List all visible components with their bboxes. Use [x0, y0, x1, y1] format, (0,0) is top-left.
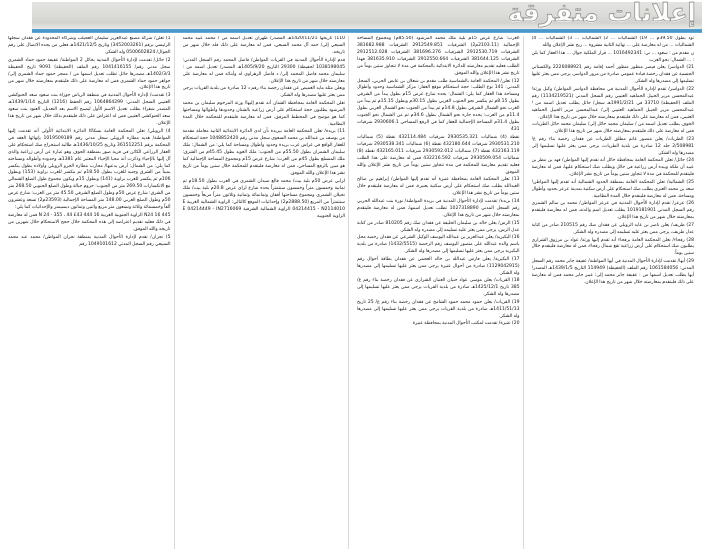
- ads-columns: [8, 36, 694, 549]
- ad-paragraph: ويعلن مثله مايد الغميص عن فقدان رخصة بناء رقم د 12 صادرة من بلدية القريات يرجى ممن يعثر عليها مصدرها وله الشكر.: [182, 86, 345, 99]
- ad-paragraph: نقطة (4) شماليات 2930535.321 شرقيات 432114.484 نقطة (5) شماليات 2930531.210 شرقيات 432180.644 نقطة (6) شماليات 2930538.341 شرقيات 432163.119 نقطة (7) شماليات 2930592.012 شرقيات 432165.011 نقطة (8) شماليات 2930509.054 شرقيات 432216.592 فمن له معارضة على هذا الطلب فعليه تقديم معارضة للمحكمة في مدة تتجاوز ستين يوماً من تاريخ نشر الإعلان والله الموفق.: [357, 134, 520, 175]
- ad-paragraph: 20) عنيزة/ تقدمت لمكتب الأحوال المدنية بمحافظة عنيزة: [412, 321, 520, 327]
- ad-paragraph: الغرب: شارع عرض 15م بلية ملك محمد المرشود (85.50م) ومجموع المساحة الإجمالية (2103.11م2) الشرقيات 2912549.851 الشرقيات 381682.988 الشرقيات 2912530.719 الشرقيات 381696.276 الشرقيات 2912512.028 الشرقيات 381644.125 الشرقيات 2912550.664 الشرقيات 381635.910 فهذا الطلب فعليه تقديم معارضته للدائرة الابتدائية بالمحكمة في مدة لا تتجاوز ستين يوماً من تاريخ نشر هذا الإعلان والله الموفق.: [357, 36, 520, 76]
- ad-paragraph: لرابي عرض 50م بلية بيت/ محمد فالع ضيدان الشمري في الغرب بطول 18.50م ثم ثمانية وخمسون متراً وخمسون سنتمتراً يحده شارع لراي عرض 20.8م بلية بيت/ ملك نخيلان الشمري ومجموع مساحتها أفقان وثمانمائة وثمانية وثلاثون متراً مربعاً وخمسون سنتمتراً من المربع (2888.50م2) وإحداثيات الموقع كالتالي: الزاوية الشمالية الغربية E 04214415 - N2114010 الزاوية الشمالية الشرقية E 04214449 - IN2716069 الزاوية الجنوبية: [182, 178, 346, 219]
- ad-paragraph: 14) بريدة/ تقدمت لإدارة الأحوال المدنية في بريدة المواطنة/ نورة بنت عبدالله الحربي رقم السجل المدني 1027318890 تطلب تعديل اسمها، فمن له معارضة فليتقدم بمعارضته خلال شهر من تاريخ هذا الإعلان.: [357, 199, 520, 218]
- ad-paragraph: 11) بريدة/ تعلن المحكمة العامة ببريدة بأن لدى الدائرة الابتدائية الثانية معاملة مقدمة من يوسف بن عبدالله بن محمد السعوي سجل مدني رقم 1048852420 حجة استحكام للعقار الواقع في غراس غرب بريدة وحدود وأطوال ومساحة كما يلي: من الشمال: ملك سليمان الشمران بطول 55.50م من الجنوب: ملك العويد بطول 45.45م من الشرق: ملك المنسلع بطول 45م من الغرب: شارع عرض 15م ومجموع المساحة الإجمالية كما هو مبين بالرفع المساحي، فمن له معارضة فليتقدم للمحكمة خلال ستين يوماً من تاريخ نشر هذا الإعلان والله الموفق.: [182, 129, 345, 177]
- ad-paragraph: تعلن المحكمة العامة بمحافظة الشنان أنه تقدم إليها/ ورثة المرحوم سليمان بن محمد المرشود يطلبون حجة استحكام على أرض زراعية بالشنان وحدودها وأطوالها ومساحتها كما هو موضح في المخطط المرفق، فمن له معارضة فليتقدم للمحكمة خلال المدة النظامية.: [182, 100, 345, 127]
- ad-paragraph: الخوف يطلب تعديل اسمه من / سليمان محمد حائل إلى/ سليمان محمد حائل الطريات، فمن له معارضة على ذلك فليتقدم بمعارضته خلال شهر من تاريخ هذا الإعلان.: [531, 122, 694, 135]
- ad-paragraph: 18) القريات/ يعلن موسى عواد حنيان العنيان الشراري عن فقدان رخصة بناء رقم غ/ 385 تاريخ 1425/12/1هـ صادرة من بلدية القريات يرجى ممن يعثر عليها تسليمها إلى مصدرها وله الشكر.: [357, 278, 520, 298]
- ad-paragraph: N24 16 445 الزاوية الجنوبية الغربية N 24 - 355 ، 44 £43 444 16 فمن له معارضة في ذلك فعليه تقديم اعتراضه إلى هذه المحكمة خلال حجج الاستحكام خلال شهرين من تاريخه والله الموفق.: [8, 212, 171, 232]
- ad-paragraph: ن مقدم من : سعود ... ني: 1016492341 ... قرار الملكية جوال ... هذا العقار كما يلي : ... الشمال: نحو الغرب: [531, 50, 694, 63]
- ad-paragraph: 22) الدواسر/ تقدم لإدارة الأحوال المدنية في محافظة الدواسر المواطن/ وكيل ورثة/ عبدالمحسن مرير الخبيل الحماهيد العتيبي رقم السجل المدني (1134219521) رقم الملف (الحفيظة) 33710 في 1991/2/21هـ سجل/ حائل يطلب تعديل اسمه من / عبدالمحسن مرير الخبيل الحماهيد العتيبي إلى/ عبدالمحسن مرير الخبيل الحماهيد العتيبي، فمن له معارضة على ذلك فليتقدم بمعارضته خلال شهر من تاريخ هذا الإعلان.: [531, 86, 694, 120]
- ads-column-2: [183, 36, 350, 549]
- ad-paragraph: 1) تعلن/ شركة مصنع عبدالعزيز سليمان العجيلب وشركاه المحدودة عن فقدان سجلها الرئيسي برقم (3452003261) وتاريخ 1421/12/5هـ فعلى من يجده الاتصال على رقم الجوال/ 0500602824 وله الشكر.: [8, 36, 171, 55]
- ads-column-1: [8, 36, 175, 549]
- ad-paragraph: 110) تاريخها 1420/11/21هـ المصدر/ ظهران تعديل اسمه من / محمد عبيد محمد السبعي إلى/ حمد آل محمد السبعي، فمن له معارضة على ذلك فله خلال شهر من تاريخه.: [182, 36, 346, 55]
- ad-paragraph: 12) تعلن/ المحكمة العامة بالشماسية طلب مقدم بن شعلان بن عايض الحربي، السجل المدني: 141 نوع الطلب: حجة استحكام موقع العقار: مركز الشماسية وحدود وأطوال ومساحة هذا العقار كما يلي: الشمال: يحده شارع عرض 15م بطول يبدأ من الشرقي بطول 8.15م ثم ينكسر نحو الجنوب الغربي بطول 30.15م وبطول 15.15م ثم يبدأ من الغرب نحو الشمال الشرقي بطول 14.8م ثم يبدأ من الجنوب نحو الشمال الغربي بطول 11.4م من الغرب: يحده جاره نحو الشمال بطول 34.6م ثم من الشمال نحو الجنوب بطول 31.4م المساحة الإجمالية للعقار كما في الرفع المساحي 2930606.1 شرقيات 431: [357, 78, 520, 133]
- ads-column-4: [532, 36, 695, 549]
- ad-paragraph: 17) البكيرية/ يعلن فارس عبدالله بن خالد العجمي عن فقدان بطاقة أحوال رقم (1129042915) صادرة من أحوال عنيزة يرجى ممن يعثر عليها تسليمها إلى مصدرها وله الشكر.: [357, 256, 520, 276]
- ad-paragraph: 13) تعلن المحكمة العامة بمحافظة عنيزة أنه تقدم إليها المواطن/ إبراهيم بن صالح العبدالله يطلب صك استحكام على أرض سكنية بعنيزة، فمن له معارضة فليتقدم خلال ستين يوماً من تاريخ نشر هذا الإعلان.: [357, 177, 520, 197]
- masthead-accent-rule: [32, 29, 702, 33]
- ad-paragraph: 24) حائل/ تعلن المحكمة العامة بمحافظة حائل أنه تقدم إليها المواطن/ فهد بن مطر بن عبيد أن ملكه وبيده أرض زراعية في حائل ويطلب صك استحكام عليها، فمن له معارضة فليتقدم للمحكمة في مدة لا تتجاوز ستين يوماً من تاريخ نشر الإعلان.: [531, 158, 694, 178]
- page-title: إعلانات متفرقة: [508, 0, 696, 27]
- ad-paragraph: 27) طريف/ يعلن ناصر بن عايد الرويلي عن فقدان صك رقم 210515 صادر من كتابة عدل طريف، يرجى ممن يعثر عليه تسليمه إلى مصدره وله الشكر.: [531, 222, 694, 235]
- ad-paragraph: 21) الدواسر/ يعلن فيصر منظور منظور أحمد إقامة رقم 2226088921 والكستاني الجنسية عن فقدان رخصة قيادة عمومي صادرة من مرور الدواسر، يرجى ممن يعثر عليها تسليمها إلى مصدرها وله الشكر.: [531, 65, 694, 85]
- ad-paragraph: 5) نجران/ تقدم لإدارة الأحوال المدنية بمنطقة نجران المواطن/ محمد عبد محمد السبيعي رقم السجل المدني 1049101612 رقم: [8, 234, 171, 247]
- ad-paragraph: 26) عرعر/ تقدم لإدارة الأحوال المدنية في عرعر المواطن/ محمد بن سالم الشمري رقم السجل المدني 1019181901 يطلب تعديل اسم والدته، فمن له معارضة فليتقدم بمعارضته خلال شهر من تاريخ هذا الإعلان.: [531, 201, 694, 221]
- ad-paragraph: 15) الرس/ يعلن خالد بن سليمان الخليفة عن فقدان صك رقم 810205 صادر من كتابة عدل الرس، يرجى ممن يعثر عليه تسليمه إلى مصدره وله الشكر.: [357, 220, 520, 233]
- ad-paragraph: 23) الطريات/ يعلن منصور غانم مطلق الطريات عن فقدان رخصة بناء رقم غ/ 2/508981 جلد 12 صادرة من بلدية الطريات، يرجى ممن يعثر عليها تسليمها إلى مصدرها وله الشكر.: [531, 136, 694, 156]
- ad-paragraph: 28) رفحاء/ تعلن المحكمة العامة برفحاء أنه تقدم إليها ورثة/ عواد بن مرزوق الشراري يطلبون صك استحكام على أرض زراعية تقع شمال رفحاء، فمن له معارضة فليتقدم خلال ستين يوماً.: [531, 237, 694, 257]
- ad-paragraph: 3) تقدمت/ لإدارة الأحوال المدنية في منطقة الرياض جوزاة بنت سعود سعد الحنوكشي العتيبي السجل المدني: 1064864299 رقم الحفظ (1216) التاريخ 1439/1/14هـ المصدر شقراء بطلب تعديل الاسم الأول ليصبح الاسم بعد التعديل، العنود بنت سعود سعد الحنوكشي العتيبي فمن له اعتراض على ذلك فليتقدم بذلك خلال شهر من تاريخ هذا الإعلان.: [8, 93, 171, 126]
- ad-paragraph: 19) القريات/ يعلن حمود محمد حمود الشامخ عن فقدان رخصة بناء رقم غ/ 25 تاريخ 1411/51/13هـ صادرة من بلدية القريات يرجى ممن يعثر عليها تسليمها إلى مصدرها وله الشكر.: [357, 299, 520, 319]
- ad-paragraph: تود بطول 39.50م ... 19) الشماليات ... 2) الشماليات ... 3) الشماليات ... 4) الشماليات ... من له معارضة على ... نهائية الثانية مشروة ... ريخ نشر الإعلان والله: [531, 36, 694, 48]
- ad-paragraph: قدم لإدارة الأحوال المدنية في القريات المواطن/ فاضل المحمد رقم السجل المدني: 1038198045 لحفيظة) 29300 التاريخ 1405/9/20هـ المصدر/ تعديل اسمه من : سليمان محمد فاضل المحمد إلى/ د فاضل الزهراوي له وأبنائه فمن له معارضة على معارضته خلال شهر من تاريخ هذا الإعلان.: [182, 57, 345, 84]
- ad-paragraph: 25) الشمالية/ تعلن المحكمة العامة بمنطقة الحدود الشمالية أنه تقدم إليها المواطن/ سعد بن محمد العنزي يطلب صك استحكام على أرض سكنية بمدينة عرعر بحدود وأطوال ومساحة، فمن له معارضة فليتقدم خلال المدة النظامية.: [531, 179, 694, 199]
- ad-paragraph: 2) حائل/ تقدمت لإدارة الأحوال المدنية بحائل 2 المواطنة/ عفيفة حمود حماد الشمري سجل مدني رقم/ 1041416155 رقم الملف (الحفيظة) 9091 تاريخ الحفيظة 1402/3/3هـ مصدرها حائل تطلب تعديل اسمها من / ممجر حمود حماد الشمري إلى/ جواهر حمود حماد الشمري فمن له معارضة على ذلك فليتقدم بمعارضته خلال شهر من تاريخ هذا الإعلان.: [8, 57, 171, 91]
- ad-paragraph: 4) الرويلي/ تعلن المحكمة العامة بسكاكا الدائرة الابتدائية الأولى أنه تقدمت إليها المواطنة/ هديه مطاره الرويلي سجل مدني رقم 1019509189 بإنهائها العقد في المحكمة برقم 361512251 وتاريخ 1436/10/25هـ طالبة استخراج صك استحكام على العقار الزراعي الكائن في قرية صور بمنطقة الجوف وهو عبارة عن أرض زراعية والذي آل إليها بالإحياء وذكرت أنه محيا الإحياء المعتبر عام 1381هـ وحدوده وأطواله ومساحته كما يلي: من الشمال: أرض يدعيها/ محارب مطاره الجرو الرويلي وأولاده بطول ينكسر يميناً من الشرق وجنبه للغرب بطول 18.50م ثم ينكسر للغرب بزاوية (153) وبطول 106م ثم ينكسر للغرب بزاوية (141) وبطول 15م ويكون مجموع طول الضلع الشمالي مع الانكسارات 269.50 متر من الجنوب: حزوم جبالة وطول الضلع الجنوبي 268.50 متر من الشرق: شارع عرض 50م وطول الضلع الشرقي 45.50 متر من الغرب: شارع عرض 50م وطول الضلع الغربي 148.00 متر المساحة الإجمالية (23593م2) تسعة وعشرون ألفاً وخمسمائة وثلاثة وتسعون متر مربع واثنين وثمانون ديسيمتر والإحداثيات كما يلي:: [8, 128, 171, 211]
- ads-column-3: [357, 36, 524, 549]
- ad-paragraph: 16) البكيرية/ يعلن عبدالعزيز بن عبدالله اليوسف الوكيل الشرعي عن فقدان رخصة محل باسم والده عبدالله على منصور اليوسف رقم الرخصة (1432/5515) صادرة من بلدية البكيرية يرجى ممن يعثر عليها تسليمها إلى مصدرها وله الشكر.: [357, 235, 520, 255]
- ad-paragraph: 29) أبها/ تقدمت لإدارة الأحوال المدنية في أبها المواطنة/ عفيفة جابر محمد رقم السجل المدني: 1061584056 رقم الملف (الحفيظة) 114949 التاريخ 1439/1/5هـ المصدر/ أبها يطلب تعديل اسمها من : عفيفة جابر محمد إلى: عبير جابر محمد فمن له معارضة على ذلك فليتقدم بمعارضته خلال شهر من تاريخ هذا الإعلان.: [531, 259, 694, 285]
